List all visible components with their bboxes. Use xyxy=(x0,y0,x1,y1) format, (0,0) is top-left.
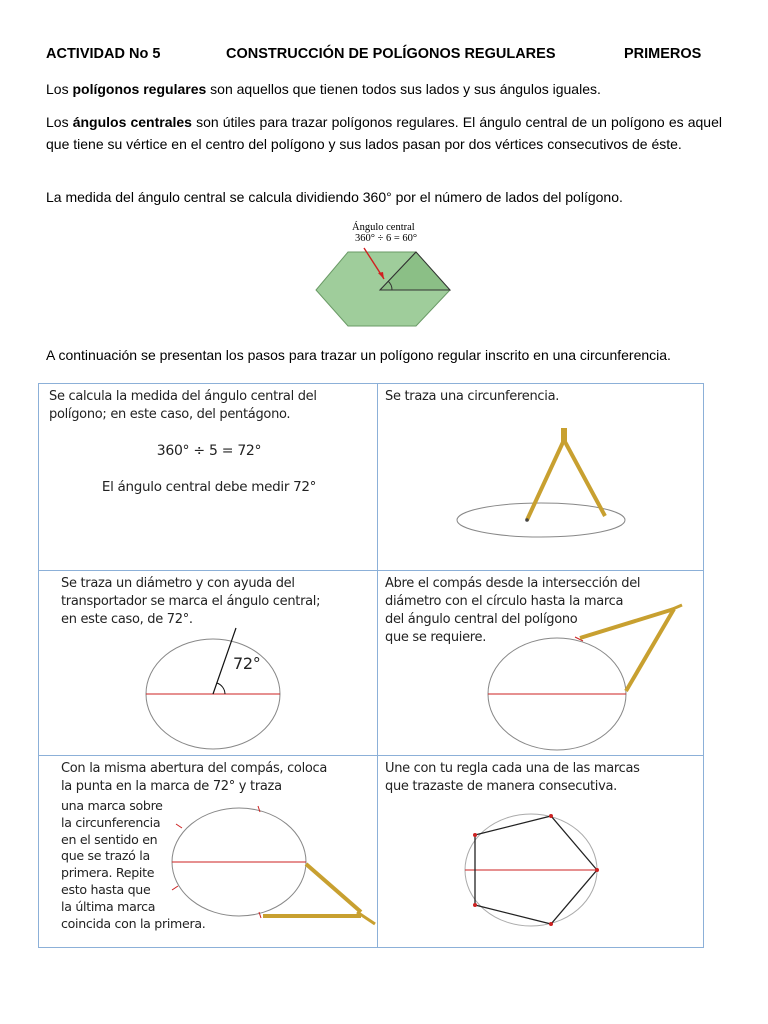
step-1-formula: 360° ÷ 5 = 72° xyxy=(156,443,262,459)
step-4-drawing xyxy=(378,571,705,757)
compass-leg-top xyxy=(306,864,361,912)
step-4-line4: que se requiere. xyxy=(385,630,487,645)
paragraph-calculation: La medida del ángulo central se calcula dividiendo 360° por el número de lados del polígono. xyxy=(46,189,623,205)
paragraph-steps-intro: A continuación se presentan los pasos para trazar un polígono regular inscrito en una circunferencia. xyxy=(46,347,671,363)
step-6-drawing xyxy=(378,756,705,949)
step-5-line2: la punta en la marca de 72° y traza xyxy=(61,779,282,794)
step-6-line2: que trazaste de manera consecutiva. xyxy=(385,779,618,794)
step-1-line2: polígono; en este caso, del pentágono. xyxy=(49,407,291,422)
step-3-diameter xyxy=(38,570,378,756)
p1-post: son aquellos que tienen todos sus lados y sus ángulos iguales. xyxy=(206,81,601,97)
step-5-line3: una marca sobre xyxy=(61,798,163,813)
hexagon-figure xyxy=(314,222,456,330)
step-6-pentagon xyxy=(377,755,704,948)
step-5-line6: que se trazó la xyxy=(61,848,150,864)
step-5-drawing xyxy=(39,756,379,949)
step-5-line9: la última marca xyxy=(61,898,156,914)
step-4-line2: diámetro con el círculo hasta la marca xyxy=(385,594,624,609)
step-4-line3: del ángulo central del polígono xyxy=(385,612,578,627)
step-5-line10: coincida con la primera. xyxy=(61,915,206,931)
step-2-circle xyxy=(377,383,704,571)
p1-bold: polígonos regulares xyxy=(72,81,207,97)
compass-handle xyxy=(561,428,567,442)
step-1-calculate xyxy=(38,383,378,571)
step-5-line7: primera. Repite xyxy=(61,865,155,881)
step-1-text xyxy=(49,388,374,424)
activity-number: ACTIVIDAD No 5 xyxy=(46,46,161,62)
p1-pre: Los xyxy=(46,81,73,97)
p2-pre: Los xyxy=(46,114,73,130)
step-2-drawing xyxy=(378,384,705,572)
hexagon-drawing xyxy=(314,222,456,330)
step-3-line3: en este caso, de 72°. xyxy=(61,612,193,627)
grade-label: PRIMEROS xyxy=(624,46,702,62)
compass-point xyxy=(525,518,529,522)
step-6-line1: Une con tu regla cada una de las marcas xyxy=(385,761,640,776)
step-3-line1: Se traza un diámetro y con ayuda del xyxy=(61,576,295,591)
figure-label: Ángulo central xyxy=(352,222,415,233)
angle-label: 72° xyxy=(233,654,261,673)
step-2-line1: Se traza una circunferencia. xyxy=(385,389,560,404)
paragraph-definition xyxy=(46,79,722,101)
compass-leg-left xyxy=(527,440,564,520)
compass-leg-right xyxy=(564,440,605,516)
step-5-marks xyxy=(38,755,378,948)
activity-title: CONSTRUCCIÓN DE POLÍGONOS REGULARES xyxy=(226,46,556,62)
step-4-line1: Abre el compás desde la intersección del xyxy=(385,576,641,591)
p2-bold: ángulos centrales xyxy=(72,114,192,130)
step-5-line8: esto hasta que xyxy=(61,881,151,897)
step-5-line1: Con la misma abertura del compás, coloca xyxy=(61,761,328,776)
step-1-note: El ángulo central debe medir 72° xyxy=(101,479,317,495)
step-3-line2: transportador se marca el ángulo central; xyxy=(61,594,321,609)
steps-grid xyxy=(38,383,704,948)
figure-formula: 360° ÷ 6 = 60° xyxy=(355,233,418,244)
paragraph-central-angle xyxy=(46,112,722,155)
step-4-compass xyxy=(377,570,704,756)
step-3-drawing xyxy=(39,571,379,757)
step-1-line1: Se calcula la medida del ángulo central del xyxy=(49,389,317,404)
p2-post: son útiles para trazar polígonos regulares. El ángulo central de un polígono es aquel que tiene su vértice en el centro del polígono y sus lados pasan por dos vértices consecutivos de éste. xyxy=(46,114,722,152)
step-5-line5: en el sentido en xyxy=(61,831,158,847)
step-5-line4: la circunferencia xyxy=(61,814,161,830)
activity-header xyxy=(46,46,706,66)
